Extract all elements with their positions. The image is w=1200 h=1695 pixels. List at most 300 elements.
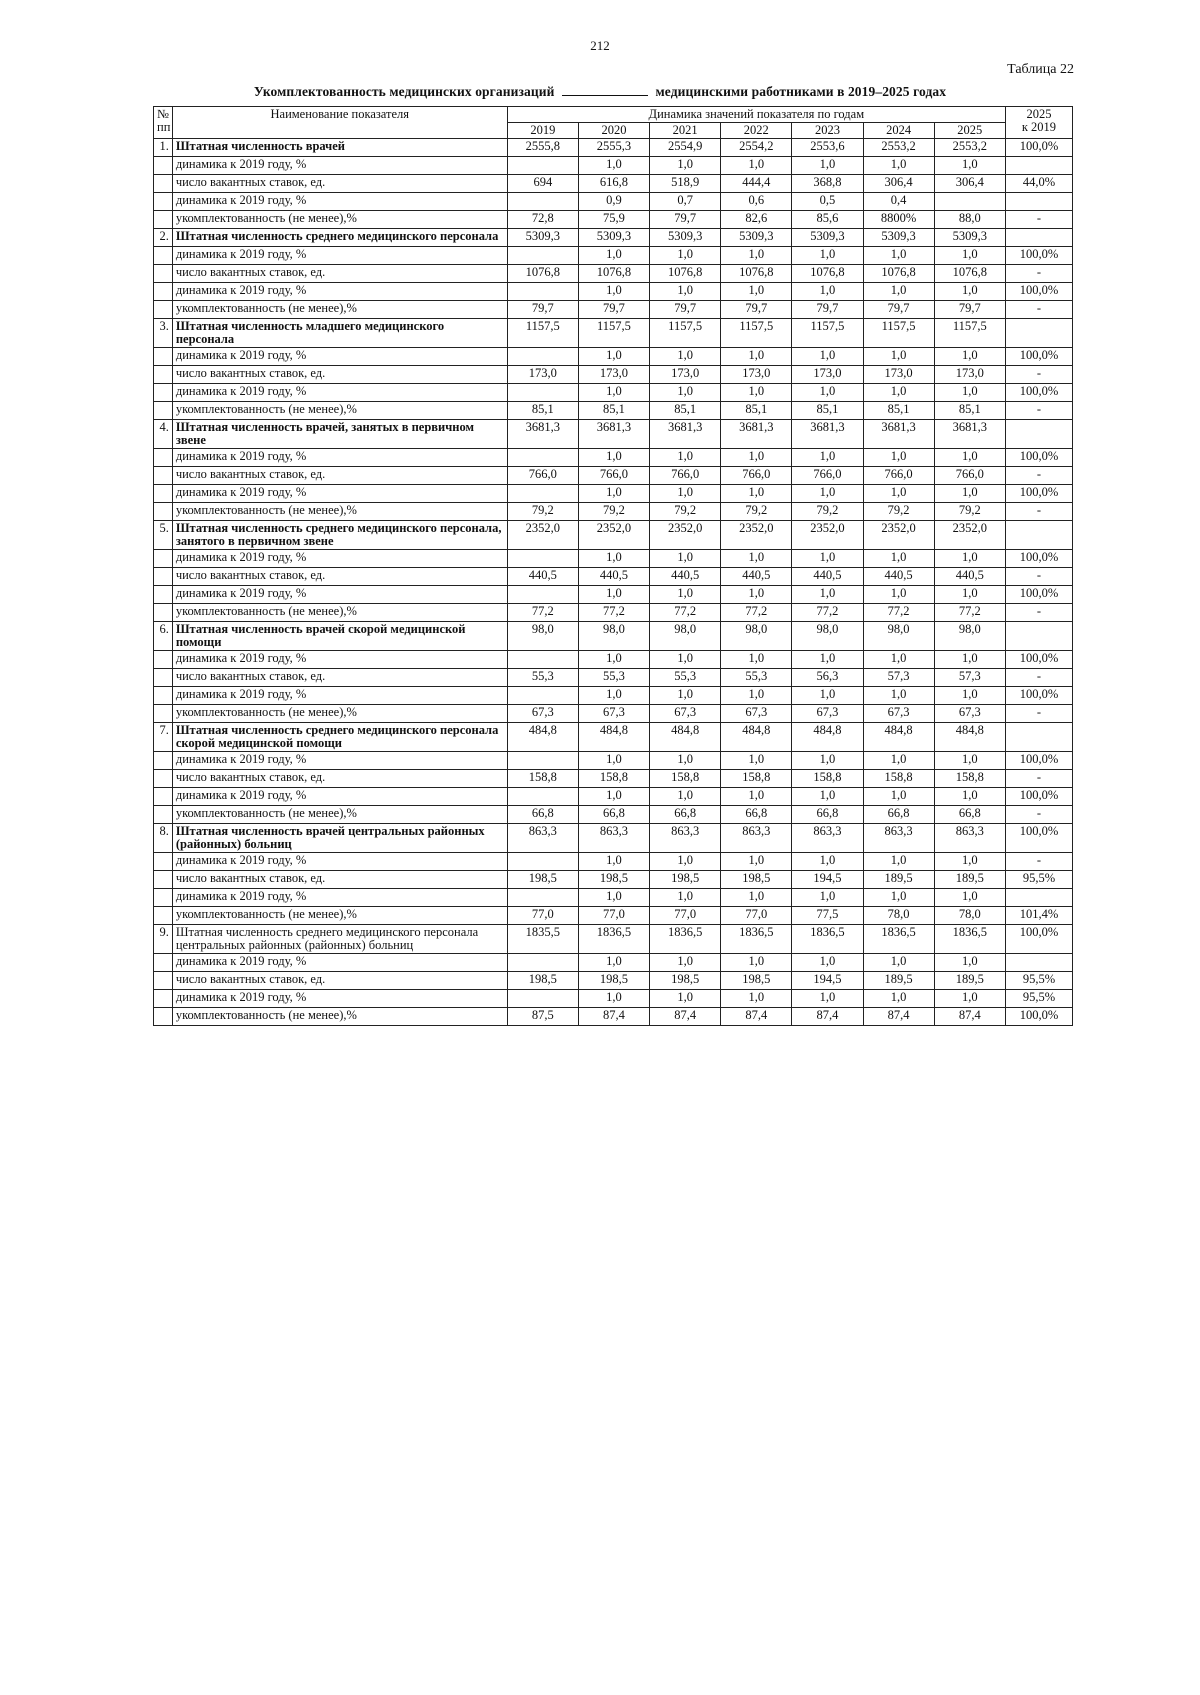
row-number: [154, 449, 173, 467]
value-cell: 158,8: [721, 770, 792, 788]
value-cell: 1,0: [578, 283, 649, 301]
sub-indicator-row: [154, 402, 1073, 420]
indicator-name: динамика к 2019 году, %: [172, 651, 507, 669]
sub-indicator-row: [154, 265, 1073, 283]
ratio-cell: -: [1005, 770, 1072, 788]
ratio-cell: -: [1005, 467, 1072, 485]
value-cell: 1157,5: [578, 319, 649, 348]
value-cell: 1,0: [934, 651, 1005, 669]
sub-indicator-row: [154, 972, 1073, 990]
value-cell: 766,0: [578, 467, 649, 485]
indicator-row: [154, 824, 1073, 853]
value-cell: 766,0: [934, 467, 1005, 485]
value-cell: 1,0: [792, 348, 863, 366]
row-number: [154, 467, 173, 485]
value-cell: 87,5: [507, 1008, 578, 1026]
value-cell: 368,8: [792, 175, 863, 193]
row-number: [154, 550, 173, 568]
header-ratio-line2: к 2019: [1021, 120, 1057, 134]
value-cell: 440,5: [578, 568, 649, 586]
value-cell: 1,0: [650, 384, 721, 402]
value-cell: 66,8: [650, 806, 721, 824]
row-number: 5.: [154, 521, 173, 550]
row-number: [154, 157, 173, 175]
value-cell: 79,2: [792, 503, 863, 521]
value-cell: 1,0: [650, 788, 721, 806]
ratio-cell: 100,0%: [1005, 384, 1072, 402]
row-number: [154, 651, 173, 669]
value-cell: 1,0: [721, 247, 792, 265]
value-cell: [507, 193, 578, 211]
value-cell: 1157,5: [792, 319, 863, 348]
value-cell: 87,4: [650, 1008, 721, 1026]
sub-indicator-row: [154, 586, 1073, 604]
value-cell: 1157,5: [721, 319, 792, 348]
value-cell: 1,0: [721, 853, 792, 871]
value-cell: 1,0: [792, 853, 863, 871]
ratio-cell: [1005, 193, 1072, 211]
sub-indicator-row: [154, 889, 1073, 907]
value-cell: 75,9: [578, 211, 649, 229]
indicator-row: [154, 723, 1073, 752]
value-cell: 79,7: [792, 301, 863, 319]
value-cell: 77,0: [578, 907, 649, 925]
sub-indicator-row: [154, 449, 1073, 467]
value-cell: 1,0: [578, 954, 649, 972]
value-cell: 198,5: [721, 871, 792, 889]
sub-indicator-row: [154, 752, 1073, 770]
ratio-cell: [1005, 889, 1072, 907]
value-cell: 1,0: [792, 954, 863, 972]
value-cell: 77,2: [863, 604, 934, 622]
value-cell: 1,0: [792, 485, 863, 503]
indicator-name: динамика к 2019 году, %: [172, 193, 507, 211]
header-year: 2025: [934, 123, 1005, 139]
value-cell: 1,0: [863, 990, 934, 1008]
value-cell: 484,8: [721, 723, 792, 752]
value-cell: 55,3: [650, 669, 721, 687]
value-cell: 79,7: [721, 301, 792, 319]
ratio-cell: [1005, 521, 1072, 550]
value-cell: 1,0: [863, 788, 934, 806]
value-cell: 79,2: [650, 503, 721, 521]
value-cell: 863,3: [792, 824, 863, 853]
indicator-name: динамика к 2019 году, %: [172, 788, 507, 806]
indicator-name: динамика к 2019 году, %: [172, 853, 507, 871]
value-cell: 67,3: [507, 705, 578, 723]
sub-indicator-row: [154, 485, 1073, 503]
value-cell: 2352,0: [934, 521, 1005, 550]
value-cell: 1,0: [650, 348, 721, 366]
sub-indicator-row: [154, 366, 1073, 384]
header-dynamics-col: Динамика значений показателя по годам: [507, 107, 1005, 123]
value-cell: 1,0: [721, 788, 792, 806]
value-cell: 79,2: [863, 503, 934, 521]
value-cell: 1,0: [863, 853, 934, 871]
value-cell: 1,0: [650, 157, 721, 175]
header-year: 2022: [721, 123, 792, 139]
value-cell: 1,0: [934, 550, 1005, 568]
value-cell: 1076,8: [507, 265, 578, 283]
row-number: [154, 175, 173, 193]
row-number: [154, 770, 173, 788]
row-number: 8.: [154, 824, 173, 853]
value-cell: 79,2: [507, 503, 578, 521]
value-cell: 484,8: [650, 723, 721, 752]
value-cell: 98,0: [934, 622, 1005, 651]
row-number: [154, 990, 173, 1008]
indicator-name: динамика к 2019 году, %: [172, 449, 507, 467]
value-cell: 5309,3: [507, 229, 578, 247]
value-cell: 158,8: [934, 770, 1005, 788]
value-cell: 1,0: [863, 586, 934, 604]
value-cell: 766,0: [507, 467, 578, 485]
row-number: [154, 402, 173, 420]
value-cell: 56,3: [792, 669, 863, 687]
indicator-name: число вакантных ставок, ед.: [172, 265, 507, 283]
value-cell: 0,6: [721, 193, 792, 211]
row-number: [154, 568, 173, 586]
ratio-cell: [1005, 622, 1072, 651]
value-cell: 1,0: [863, 485, 934, 503]
value-cell: 1,0: [721, 348, 792, 366]
value-cell: 1,0: [863, 651, 934, 669]
value-cell: 85,1: [863, 402, 934, 420]
value-cell: 2352,0: [578, 521, 649, 550]
value-cell: 484,8: [578, 723, 649, 752]
indicator-name: Штатная численность среднего медицинского персонала скорой медицинской помощи: [172, 723, 507, 752]
indicator-name: динамика к 2019 году, %: [172, 889, 507, 907]
sub-indicator-row: [154, 705, 1073, 723]
value-cell: 1,0: [934, 348, 1005, 366]
value-cell: 158,8: [507, 770, 578, 788]
row-number: [154, 752, 173, 770]
value-cell: 1,0: [721, 889, 792, 907]
ratio-cell: -: [1005, 806, 1072, 824]
ratio-cell: 100,0%: [1005, 586, 1072, 604]
row-number: 6.: [154, 622, 173, 651]
value-cell: 863,3: [578, 824, 649, 853]
value-cell: 1,0: [578, 687, 649, 705]
value-cell: 1,0: [792, 550, 863, 568]
ratio-cell: [1005, 420, 1072, 449]
indicator-name: динамика к 2019 году, %: [172, 384, 507, 402]
value-cell: 194,5: [792, 871, 863, 889]
value-cell: 87,4: [934, 1008, 1005, 1026]
ratio-cell: 95,5%: [1005, 871, 1072, 889]
value-cell: [507, 990, 578, 1008]
row-number: [154, 247, 173, 265]
value-cell: 79,7: [650, 301, 721, 319]
ratio-cell: 95,5%: [1005, 990, 1072, 1008]
value-cell: 1076,8: [934, 265, 1005, 283]
value-cell: 1,0: [863, 752, 934, 770]
value-cell: 306,4: [934, 175, 1005, 193]
sub-indicator-row: [154, 788, 1073, 806]
value-cell: 1,0: [578, 990, 649, 1008]
sub-indicator-row: [154, 651, 1073, 669]
value-cell: 484,8: [934, 723, 1005, 752]
row-number: [154, 265, 173, 283]
row-number: [154, 211, 173, 229]
value-cell: 98,0: [507, 622, 578, 651]
value-cell: 2554,9: [650, 139, 721, 157]
ratio-cell: -: [1005, 265, 1072, 283]
value-cell: 0,4: [863, 193, 934, 211]
value-cell: 77,2: [792, 604, 863, 622]
value-cell: 1,0: [650, 247, 721, 265]
value-cell: 440,5: [507, 568, 578, 586]
row-number: 4.: [154, 420, 173, 449]
value-cell: 67,3: [792, 705, 863, 723]
value-cell: 67,3: [578, 705, 649, 723]
indicator-name: укомплектованность (не менее),%: [172, 503, 507, 521]
value-cell: 1,0: [792, 752, 863, 770]
value-cell: 766,0: [650, 467, 721, 485]
value-cell: 1,0: [578, 788, 649, 806]
value-cell: 158,8: [863, 770, 934, 788]
value-cell: 85,1: [650, 402, 721, 420]
value-cell: 1,0: [863, 384, 934, 402]
ratio-cell: 100,0%: [1005, 687, 1072, 705]
value-cell: 1,0: [934, 283, 1005, 301]
value-cell: 1,0: [792, 687, 863, 705]
value-cell: 173,0: [721, 366, 792, 384]
value-cell: [507, 853, 578, 871]
value-cell: 67,3: [650, 705, 721, 723]
sub-indicator-row: [154, 568, 1073, 586]
value-cell: 173,0: [934, 366, 1005, 384]
indicator-name: динамика к 2019 году, %: [172, 485, 507, 503]
value-cell: [507, 348, 578, 366]
value-cell: 440,5: [792, 568, 863, 586]
value-cell: 173,0: [578, 366, 649, 384]
value-cell: 1,0: [650, 283, 721, 301]
indicator-name: Штатная численность врачей центральных районных (районных) больниц: [172, 824, 507, 853]
header-num-col: [154, 107, 173, 139]
value-cell: 1836,5: [792, 925, 863, 954]
indicator-name: динамика к 2019 году, %: [172, 157, 507, 175]
ratio-cell: 100,0%: [1005, 788, 1072, 806]
value-cell: 1,0: [792, 788, 863, 806]
sub-indicator-row: [154, 954, 1073, 972]
sub-indicator-row: [154, 348, 1073, 366]
indicator-row: [154, 622, 1073, 651]
value-cell: 198,5: [578, 871, 649, 889]
indicator-name: число вакантных ставок, ед.: [172, 770, 507, 788]
value-cell: 66,8: [721, 806, 792, 824]
value-cell: 863,3: [507, 824, 578, 853]
value-cell: 1,0: [578, 157, 649, 175]
value-cell: 1157,5: [934, 319, 1005, 348]
row-number: [154, 283, 173, 301]
value-cell: 79,2: [721, 503, 792, 521]
row-number: 2.: [154, 229, 173, 247]
value-cell: 1,0: [934, 157, 1005, 175]
value-cell: 1,0: [650, 889, 721, 907]
value-cell: 198,5: [578, 972, 649, 990]
value-cell: 1,0: [863, 283, 934, 301]
value-cell: 173,0: [650, 366, 721, 384]
indicator-name: динамика к 2019 году, %: [172, 954, 507, 972]
indicator-name: Штатная численность врачей, занятых в первичном звене: [172, 420, 507, 449]
sub-indicator-row: [154, 193, 1073, 211]
value-cell: 189,5: [863, 972, 934, 990]
value-cell: 2553,2: [863, 139, 934, 157]
ratio-cell: 100,0%: [1005, 485, 1072, 503]
indicator-name: число вакантных ставок, ед.: [172, 871, 507, 889]
indicator-name: укомплектованность (не менее),%: [172, 1008, 507, 1026]
value-cell: 173,0: [863, 366, 934, 384]
value-cell: 5309,3: [578, 229, 649, 247]
value-cell: 1,0: [934, 788, 1005, 806]
value-cell: 306,4: [863, 175, 934, 193]
value-cell: 1,0: [934, 384, 1005, 402]
header-name-col: Наименование показателя: [172, 107, 507, 139]
value-cell: 1,0: [863, 247, 934, 265]
value-cell: 1,0: [578, 247, 649, 265]
value-cell: 198,5: [650, 972, 721, 990]
value-cell: 1076,8: [578, 265, 649, 283]
row-number: [154, 384, 173, 402]
value-cell: 2352,0: [721, 521, 792, 550]
value-cell: 1,0: [721, 485, 792, 503]
ratio-cell: -: [1005, 211, 1072, 229]
value-cell: 863,3: [934, 824, 1005, 853]
value-cell: [507, 384, 578, 402]
value-cell: 1,0: [934, 586, 1005, 604]
value-cell: 1,0: [934, 954, 1005, 972]
value-cell: 484,8: [863, 723, 934, 752]
sub-indicator-row: [154, 247, 1073, 265]
value-cell: 1,0: [863, 550, 934, 568]
value-cell: 79,2: [934, 503, 1005, 521]
value-cell: 5309,3: [721, 229, 792, 247]
value-cell: 55,3: [721, 669, 792, 687]
value-cell: 2553,2: [934, 139, 1005, 157]
value-cell: 77,2: [934, 604, 1005, 622]
value-cell: 2553,6: [792, 139, 863, 157]
sub-indicator-row: [154, 467, 1073, 485]
indicator-name: Штатная численность среднего медицинского персонала, занятого в первичном звене: [172, 521, 507, 550]
value-cell: [507, 247, 578, 265]
value-cell: 79,7: [578, 301, 649, 319]
value-cell: 1,0: [721, 954, 792, 972]
value-cell: 1,0: [792, 990, 863, 1008]
value-cell: 3681,3: [650, 420, 721, 449]
title-left: Укомплектованность медицинских организаций: [253, 84, 555, 99]
value-cell: 1,0: [578, 586, 649, 604]
value-cell: 1,0: [650, 449, 721, 467]
sub-indicator-row: [154, 1008, 1073, 1026]
indicator-name: динамика к 2019 году, %: [172, 586, 507, 604]
indicator-name: укомплектованность (не менее),%: [172, 211, 507, 229]
value-cell: 1157,5: [650, 319, 721, 348]
ratio-cell: -: [1005, 568, 1072, 586]
indicator-name: число вакантных ставок, ед.: [172, 972, 507, 990]
row-number: [154, 301, 173, 319]
value-cell: 518,9: [650, 175, 721, 193]
value-cell: 440,5: [934, 568, 1005, 586]
value-cell: 1,0: [934, 889, 1005, 907]
value-cell: [507, 687, 578, 705]
value-cell: 98,0: [578, 622, 649, 651]
row-number: [154, 485, 173, 503]
value-cell: 1,0: [934, 853, 1005, 871]
value-cell: 1,0: [650, 550, 721, 568]
value-cell: [507, 752, 578, 770]
value-cell: 55,3: [507, 669, 578, 687]
row-number: [154, 348, 173, 366]
value-cell: 98,0: [721, 622, 792, 651]
ratio-cell: -: [1005, 402, 1072, 420]
value-cell: 694: [507, 175, 578, 193]
value-cell: 1,0: [578, 485, 649, 503]
value-cell: 1076,8: [650, 265, 721, 283]
row-number: [154, 669, 173, 687]
value-cell: 173,0: [507, 366, 578, 384]
value-cell: 1,0: [792, 157, 863, 175]
value-cell: 77,2: [578, 604, 649, 622]
row-number: [154, 705, 173, 723]
value-cell: 1,0: [792, 651, 863, 669]
value-cell: 79,7: [863, 301, 934, 319]
value-cell: 85,1: [934, 402, 1005, 420]
value-cell: 1,0: [578, 853, 649, 871]
value-cell: 66,8: [507, 806, 578, 824]
sub-indicator-row: [154, 384, 1073, 402]
value-cell: 85,1: [578, 402, 649, 420]
value-cell: 1,0: [578, 348, 649, 366]
value-cell: [507, 788, 578, 806]
ratio-cell: -: [1005, 705, 1072, 723]
indicator-name: число вакантных ставок, ед.: [172, 366, 507, 384]
indicator-name: динамика к 2019 году, %: [172, 247, 507, 265]
indicator-row: [154, 420, 1073, 449]
value-cell: 1,0: [792, 283, 863, 301]
value-cell: [507, 889, 578, 907]
indicator-name: динамика к 2019 году, %: [172, 348, 507, 366]
value-cell: [507, 550, 578, 568]
value-cell: 85,1: [792, 402, 863, 420]
value-cell: 1,0: [650, 485, 721, 503]
ratio-cell: -: [1005, 604, 1072, 622]
value-cell: 189,5: [934, 972, 1005, 990]
value-cell: [507, 485, 578, 503]
value-cell: 3681,3: [934, 420, 1005, 449]
value-cell: 1,0: [863, 157, 934, 175]
value-cell: 98,0: [863, 622, 934, 651]
indicator-name: укомплектованность (не менее),%: [172, 806, 507, 824]
value-cell: 863,3: [650, 824, 721, 853]
indicator-name: число вакантных ставок, ед.: [172, 467, 507, 485]
value-cell: [507, 157, 578, 175]
indicator-name: динамика к 2019 году, %: [172, 687, 507, 705]
value-cell: 1,0: [863, 954, 934, 972]
indicator-name: Штатная численность врачей: [172, 139, 507, 157]
value-cell: 1,0: [721, 687, 792, 705]
sub-indicator-row: [154, 157, 1073, 175]
ratio-cell: 100,0%: [1005, 925, 1072, 954]
ratio-cell: 100,0%: [1005, 247, 1072, 265]
value-cell: 1,0: [792, 889, 863, 907]
value-cell: 5309,3: [934, 229, 1005, 247]
value-cell: 2352,0: [792, 521, 863, 550]
value-cell: 1076,8: [721, 265, 792, 283]
value-cell: 1,0: [863, 889, 934, 907]
value-cell: 1,0: [863, 449, 934, 467]
value-cell: 198,5: [507, 871, 578, 889]
